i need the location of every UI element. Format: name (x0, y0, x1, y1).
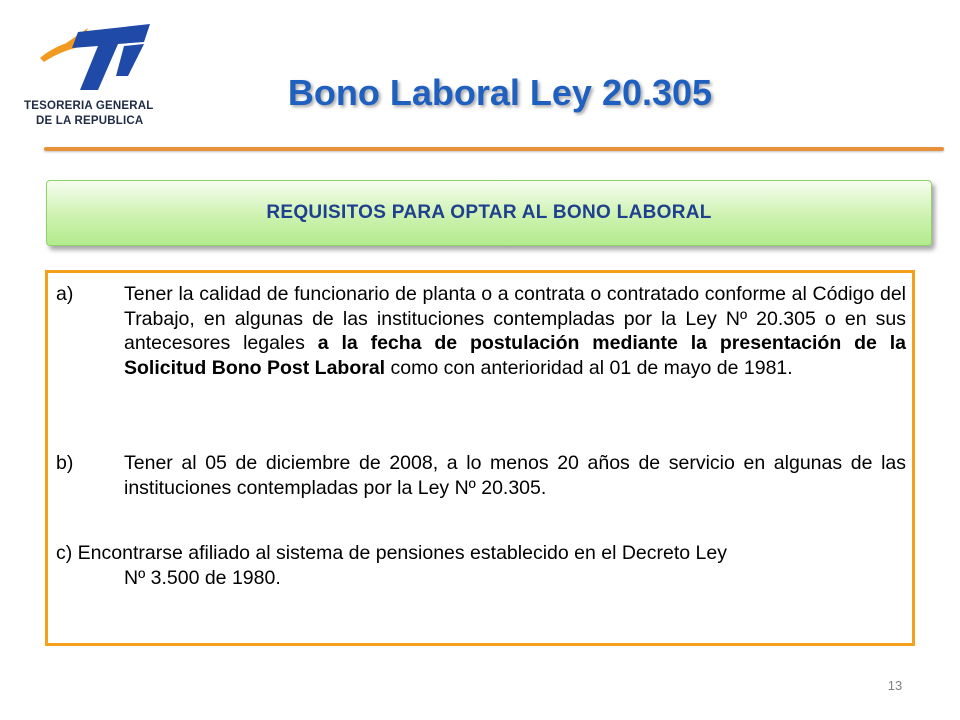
treasury-logo-icon (32, 16, 162, 96)
requirement-a-text-bold: a la fecha de postulación mediante la presentación de la Solicitud Bono Post Laboral (124, 332, 906, 379)
requirement-c-label: c) (56, 542, 73, 564)
requirement-a (56, 282, 906, 380)
logo-text-line1: TESORERIA GENERAL (24, 100, 154, 112)
banner-heading: REQUISITOS PARA OPTAR AL BONO LABORAL (266, 202, 712, 223)
logo-text-line2: DE LA REPUBLICA (36, 115, 144, 127)
requirement-a-label: a) (56, 283, 74, 305)
page-title: Bono Laboral Ley 20.305 (287, 72, 713, 113)
treasury-logo (24, 16, 184, 136)
requirement-b-label: b) (56, 452, 74, 474)
requirement-c-text-line1: Encontrarse afiliado al sistema de pensiones establecido en el Decreto Ley (77, 542, 727, 564)
requirement-a-text (124, 282, 906, 380)
requirement-c-line2: Nº 3.500 de 1980. (124, 566, 281, 589)
page-number: 13 (887, 678, 903, 693)
requirement-c (56, 541, 906, 590)
requirement-c-line1 (56, 541, 906, 566)
requirement-b (56, 451, 906, 500)
section-banner (46, 180, 932, 246)
title-divider (44, 147, 944, 151)
requirement-a-text-post: como con anterioridad al 01 de mayo de 1981. (385, 356, 793, 379)
requirement-a-text-pre: Tener la calidad de funcionario de planta o a contrata o contratado conforme al Código del Trabajo, en algunas de las instituciones contempladas por la Ley Nº 20.305 o en sus antecesores legales (124, 283, 906, 354)
requirement-b-text: Tener al 05 de diciembre de 2008, a lo menos 20 años de servicio en algunas de las instituciones contempladas por la Ley Nº 20.305. (124, 452, 906, 499)
